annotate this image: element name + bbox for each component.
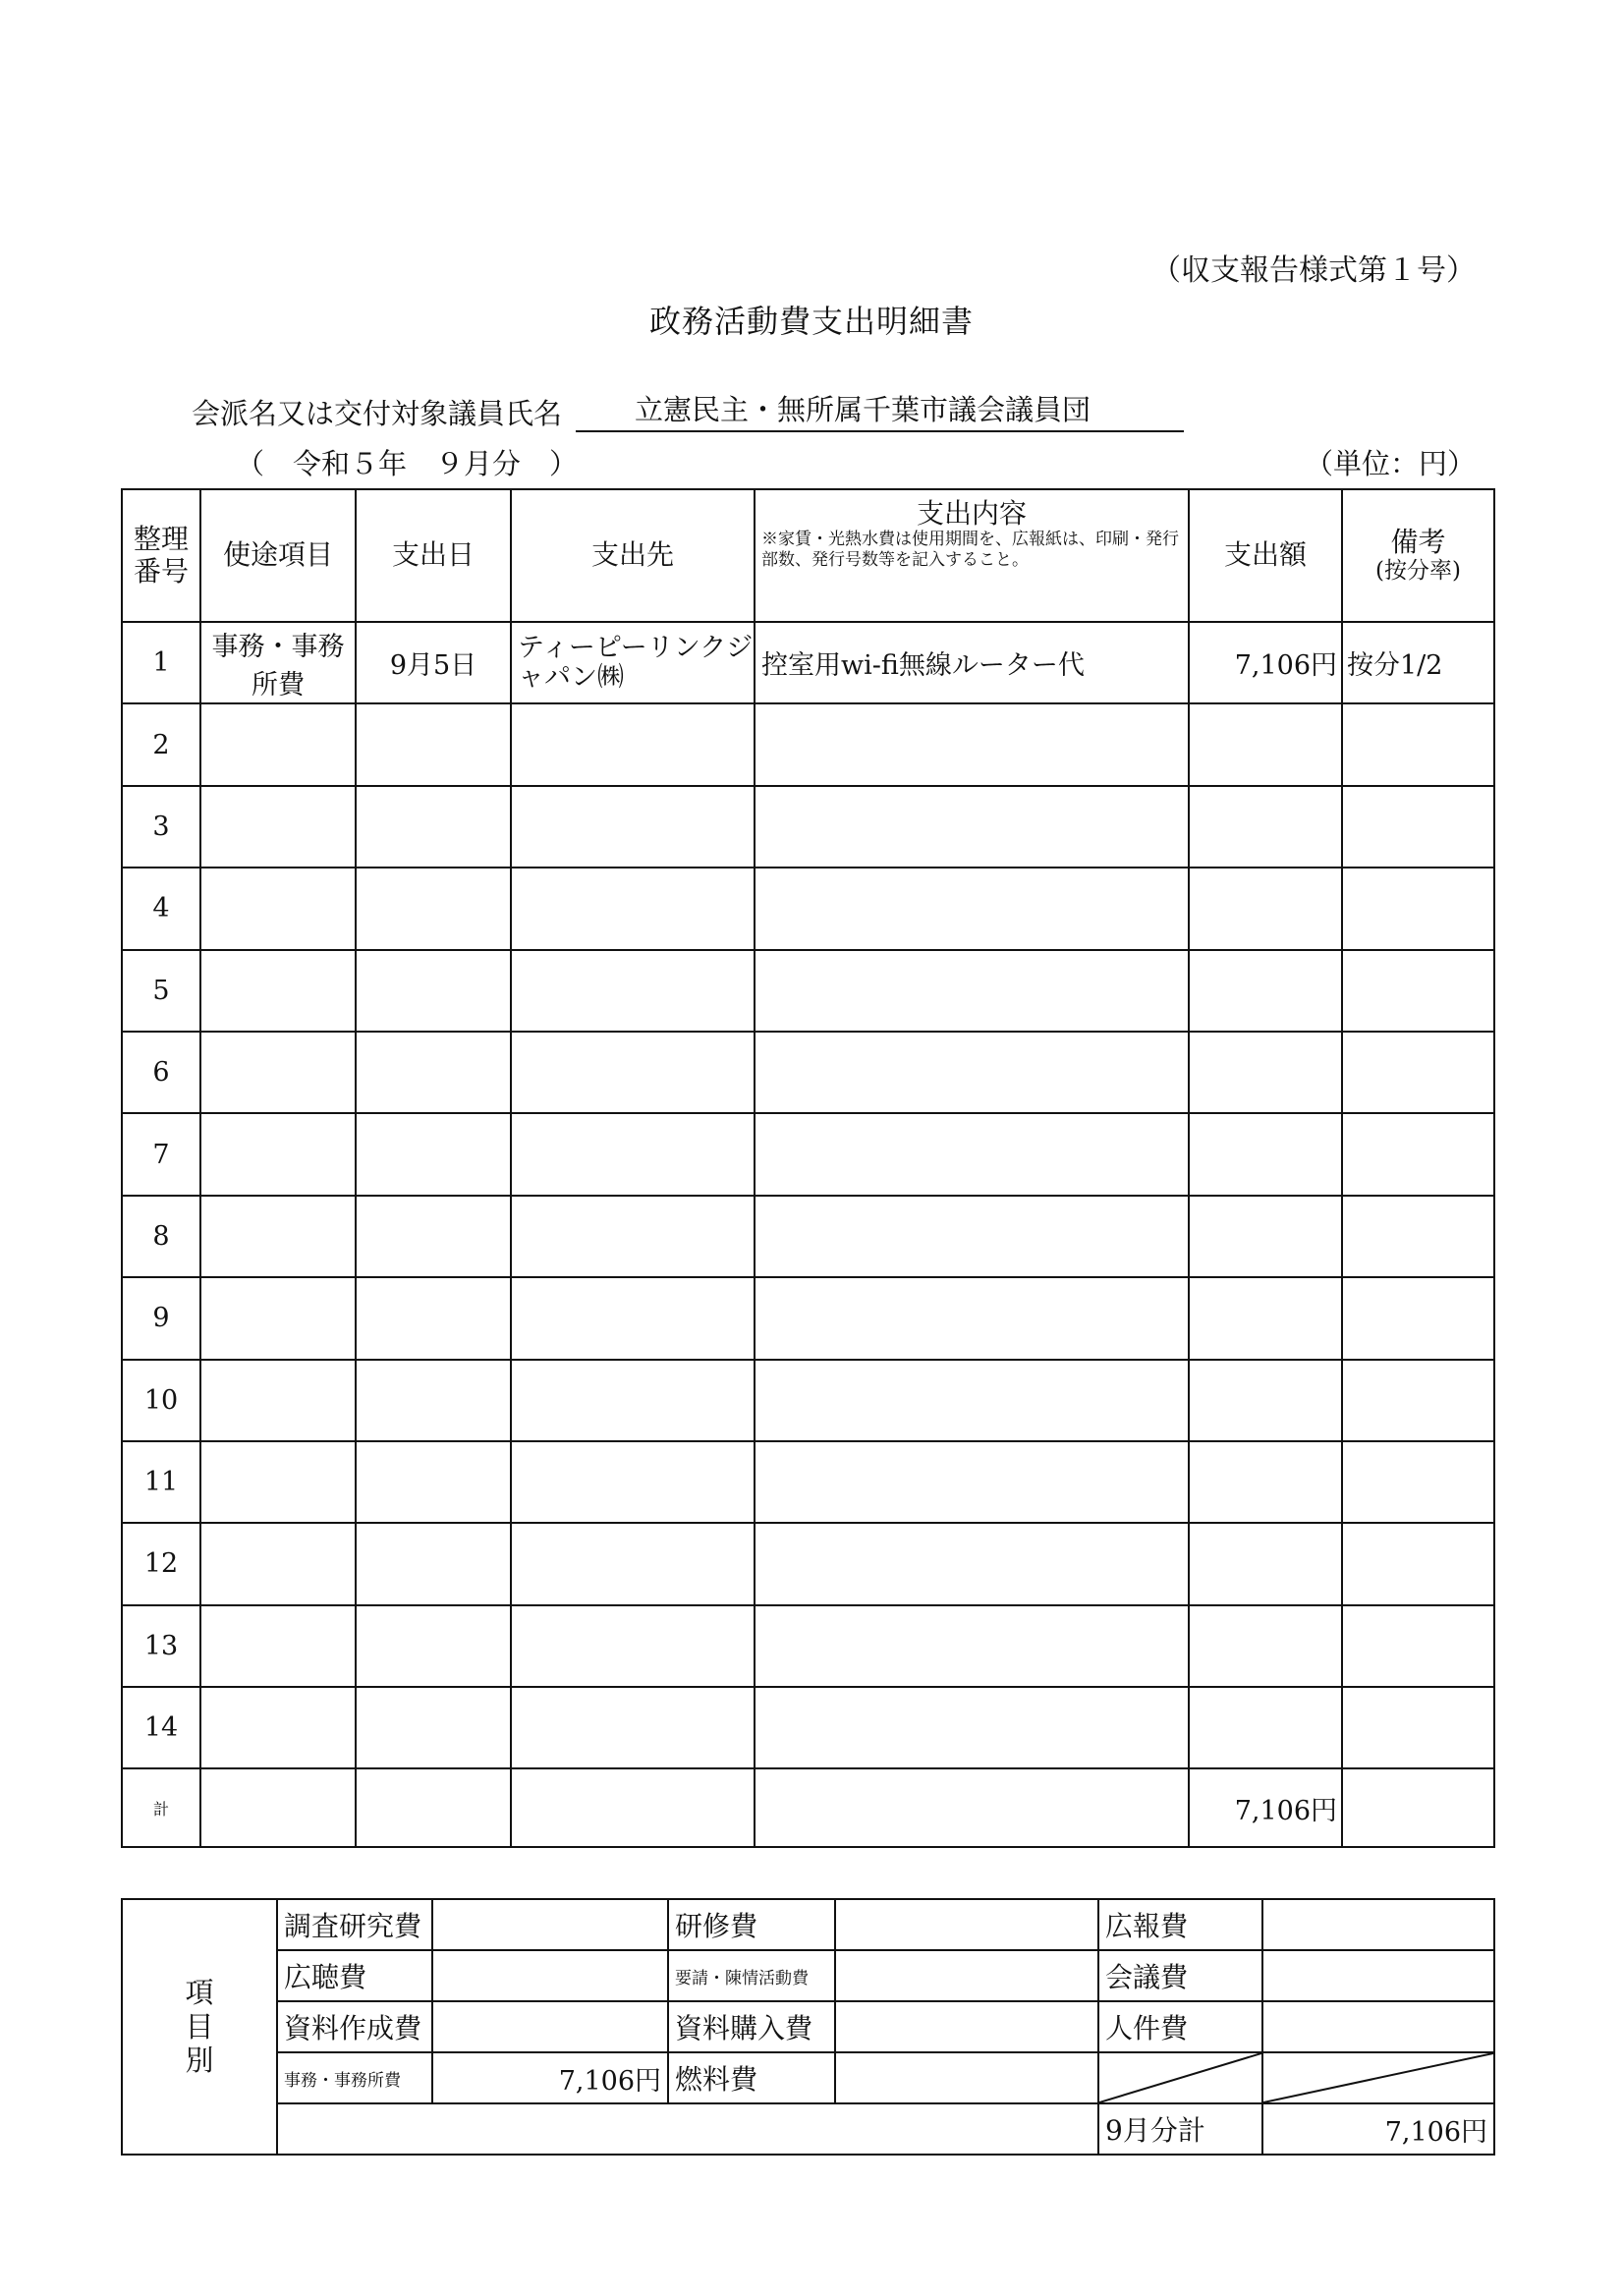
category-row <box>122 1899 1494 1950</box>
row-date <box>356 1360 511 1441</box>
header-content-note: ※家賃・光熱水費は使用期間を、広報紙は、印刷・発行部数、発行号数等を記入すること。 <box>761 530 1179 571</box>
category-petition-label: 要請・陳情活動費 <box>668 1950 835 2001</box>
total-label: 計 <box>122 1768 200 1847</box>
row-payee <box>511 703 755 785</box>
category-hearing-label: 広聴費 <box>277 1950 432 2001</box>
category-row <box>122 2001 1494 2052</box>
total-amount: 7,106円 <box>1189 1768 1342 1847</box>
header-remarks-title: 備考 <box>1390 526 1446 559</box>
row-remarks <box>1342 1360 1494 1441</box>
category-row <box>122 2052 1494 2103</box>
row-date <box>356 1277 511 1359</box>
row-remarks: 按分1/2 <box>1342 622 1494 703</box>
document-title: 政務活動費支出明細書 <box>648 303 974 340</box>
total-row <box>122 1768 1494 1847</box>
row-remarks <box>1342 1113 1494 1195</box>
row-date <box>356 1687 511 1768</box>
row-payee <box>511 1523 755 1604</box>
row-purpose <box>200 1523 356 1604</box>
row-no: 2 <box>122 703 200 785</box>
row-remarks <box>1342 1277 1494 1359</box>
row-remarks <box>1342 786 1494 868</box>
row-payee <box>511 1032 755 1113</box>
row-content <box>755 1113 1189 1195</box>
row-amount <box>1189 1113 1342 1195</box>
row-no: 7 <box>122 1113 200 1195</box>
unit-label: （単位：円） <box>1304 447 1476 480</box>
row-amount <box>1189 703 1342 785</box>
header-date: 支出日 <box>356 489 511 622</box>
row-purpose <box>200 950 356 1032</box>
category-pr-label: 広報費 <box>1098 1899 1262 1950</box>
row-date <box>356 786 511 868</box>
header-remarks-sub: (按分率) <box>1375 558 1461 585</box>
header-payee: 支出先 <box>511 489 755 622</box>
row-purpose <box>200 1196 356 1277</box>
table-row <box>122 1441 1494 1523</box>
row-amount <box>1189 786 1342 868</box>
row-date <box>356 1605 511 1687</box>
row-purpose <box>200 868 356 949</box>
row-date <box>356 950 511 1032</box>
row-content <box>755 786 1189 868</box>
row-payee <box>511 1196 755 1277</box>
header-remarks <box>1342 489 1494 622</box>
row-remarks <box>1342 1523 1494 1604</box>
row-purpose <box>200 1441 356 1523</box>
category-research-value <box>432 1899 668 1950</box>
category-training-value <box>835 1899 1098 1950</box>
category-meeting-value <box>1262 1950 1494 2001</box>
row-date <box>356 868 511 949</box>
faction-name: 立憲民主・無所属千葉市議会議員団 <box>576 388 1184 432</box>
row-content <box>755 703 1189 785</box>
header-purpose: 使途項目 <box>200 489 356 622</box>
expenditure-table <box>121 488 1495 1848</box>
table-row <box>122 622 1494 703</box>
month-total-value: 7,106円 <box>1262 2103 1494 2155</box>
category-materials-purchase-value <box>835 2001 1098 2052</box>
row-content <box>755 1441 1189 1523</box>
category-table <box>121 1898 1495 2156</box>
header-content-title: 支出内容 <box>916 497 1027 530</box>
row-purpose <box>200 703 356 785</box>
header-no: 整理 番号 <box>122 489 200 622</box>
row-date <box>356 1113 511 1195</box>
month-total-label: 9月分計 <box>1098 2103 1262 2155</box>
row-purpose <box>200 1032 356 1113</box>
table-row <box>122 950 1494 1032</box>
diagonal-strike <box>1099 2053 1261 2102</box>
total-empty-cell <box>200 1768 356 1847</box>
category-fuel-value <box>835 2052 1098 2103</box>
table-row <box>122 1523 1494 1604</box>
row-payee <box>511 786 755 868</box>
total-empty-cell <box>755 1768 1189 1847</box>
row-payee: ティーピーリンクジャパン㈱ <box>511 622 755 703</box>
category-research-label: 調査研究費 <box>277 1899 432 1950</box>
row-no: 12 <box>122 1523 200 1604</box>
row-content <box>755 1196 1189 1277</box>
row-remarks <box>1342 868 1494 949</box>
total-empty-cell <box>1342 1768 1494 1847</box>
table-row <box>122 1277 1494 1359</box>
row-purpose <box>200 786 356 868</box>
row-amount <box>1189 950 1342 1032</box>
table-row <box>122 868 1494 949</box>
row-purpose <box>200 1605 356 1687</box>
row-content <box>755 1605 1189 1687</box>
row-content <box>755 1687 1189 1768</box>
row-payee <box>511 1687 755 1768</box>
table-row <box>122 1687 1494 1768</box>
category-personnel-value <box>1262 2001 1494 2052</box>
category-materials-creation-label: 資料作成費 <box>277 2001 432 2052</box>
row-purpose <box>200 1277 356 1359</box>
row-payee <box>511 1277 755 1359</box>
form-number: （収支報告様式第１号） <box>1151 253 1476 288</box>
row-amount <box>1189 1032 1342 1113</box>
row-amount <box>1189 1360 1342 1441</box>
row-remarks <box>1342 950 1494 1032</box>
row-remarks <box>1342 1196 1494 1277</box>
category-office-value: 7,106円 <box>432 2052 668 2103</box>
category-row <box>122 2103 1494 2155</box>
row-no: 5 <box>122 950 200 1032</box>
category-fuel-label: 燃料費 <box>668 2052 835 2103</box>
header-content <box>755 489 1189 622</box>
row-amount <box>1189 1277 1342 1359</box>
row-no: 10 <box>122 1360 200 1441</box>
row-amount <box>1189 1605 1342 1687</box>
row-purpose: 事務・事務所費 <box>200 622 356 703</box>
row-remarks <box>1342 1687 1494 1768</box>
row-date <box>356 1523 511 1604</box>
table-row <box>122 1360 1494 1441</box>
row-amount <box>1189 1196 1342 1277</box>
total-empty-cell <box>511 1768 755 1847</box>
row-content <box>755 1523 1189 1604</box>
row-content: 控室用wi-fi無線ルーター代 <box>755 622 1189 703</box>
table-row <box>122 1113 1494 1195</box>
table-row <box>122 1196 1494 1277</box>
header-amount: 支出額 <box>1189 489 1342 622</box>
category-personnel-label: 人件費 <box>1098 2001 1262 2052</box>
row-purpose <box>200 1360 356 1441</box>
row-no: 4 <box>122 868 200 949</box>
row-amount <box>1189 1523 1342 1604</box>
category-side-label: 項 目 別 <box>122 1899 277 2155</box>
row-payee <box>511 868 755 949</box>
row-amount <box>1189 868 1342 949</box>
row-no: 9 <box>122 1277 200 1359</box>
category-row <box>122 1950 1494 2001</box>
row-no: 14 <box>122 1687 200 1768</box>
category-pr-value <box>1262 1899 1494 1950</box>
faction-label: 会派名又は交付対象議員氏名 <box>192 397 563 430</box>
table-row <box>122 1032 1494 1113</box>
category-struck-cell <box>1098 2052 1262 2103</box>
row-payee <box>511 1605 755 1687</box>
category-materials-creation-value <box>432 2001 668 2052</box>
row-remarks <box>1342 703 1494 785</box>
row-payee <box>511 1441 755 1523</box>
report-period: （ 令和５年 ９月分 ） <box>236 447 579 480</box>
table-row <box>122 1605 1494 1687</box>
row-no: 8 <box>122 1196 200 1277</box>
row-content <box>755 1032 1189 1113</box>
row-date <box>356 1196 511 1277</box>
row-purpose <box>200 1687 356 1768</box>
total-empty-cell <box>356 1768 511 1847</box>
row-purpose <box>200 1113 356 1195</box>
row-no: 13 <box>122 1605 200 1687</box>
row-date: 9月5日 <box>356 622 511 703</box>
table-row <box>122 703 1494 785</box>
category-hearing-value <box>432 1950 668 2001</box>
row-no: 1 <box>122 622 200 703</box>
row-content <box>755 1360 1189 1441</box>
row-payee <box>511 1113 755 1195</box>
category-meeting-label: 会議費 <box>1098 1950 1262 2001</box>
row-content <box>755 950 1189 1032</box>
faction-row <box>192 388 1184 432</box>
row-date <box>356 1441 511 1523</box>
row-amount: 7,106円 <box>1189 622 1342 703</box>
row-no: 11 <box>122 1441 200 1523</box>
row-remarks <box>1342 1032 1494 1113</box>
table-row <box>122 786 1494 868</box>
category-materials-purchase-label: 資料購入費 <box>668 2001 835 2052</box>
row-remarks <box>1342 1441 1494 1523</box>
row-content <box>755 868 1189 949</box>
row-date <box>356 1032 511 1113</box>
category-training-label: 研修費 <box>668 1899 835 1950</box>
category-petition-value <box>835 1950 1098 2001</box>
row-payee <box>511 1360 755 1441</box>
category-struck-cell <box>1262 2052 1494 2103</box>
row-content <box>755 1277 1189 1359</box>
row-no: 6 <box>122 1032 200 1113</box>
row-payee <box>511 950 755 1032</box>
row-amount <box>1189 1687 1342 1768</box>
category-empty-span <box>277 2103 1098 2155</box>
row-remarks <box>1342 1605 1494 1687</box>
category-office-label: 事務・事務所費 <box>277 2052 432 2103</box>
row-amount <box>1189 1441 1342 1523</box>
table-header-row <box>122 489 1494 622</box>
diagonal-strike <box>1263 2053 1493 2102</box>
row-no: 3 <box>122 786 200 868</box>
row-date <box>356 703 511 785</box>
